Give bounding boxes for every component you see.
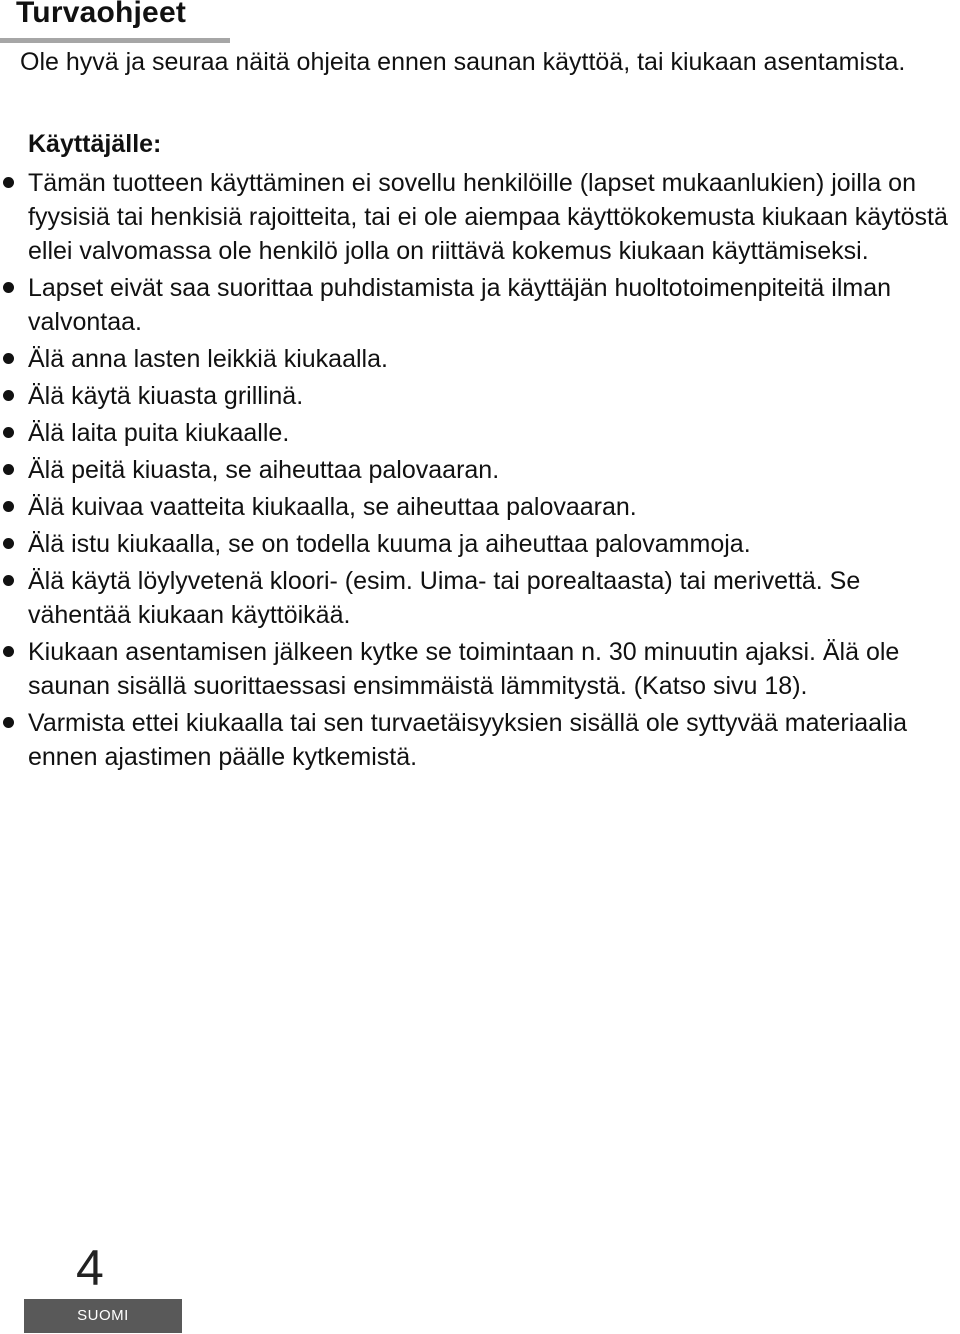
intro-text: Ole hyvä ja seuraa näitä ohjeita ennen saunan käyttöä, tai kiukaan asentamista. (20, 48, 906, 76)
list-item-text: Älä käytä löylyvetenä kloori- (esim. Uima- tai porealtaasta) tai merivettä. Se vähentää kiukaan käyttöikää. (28, 567, 861, 629)
list-item (0, 166, 955, 268)
bullet-icon (3, 646, 14, 657)
list-item-text: Älä istu kiukaalla, se on todella kuuma ja aiheuttaa palovammoja. (28, 530, 751, 558)
list-item (0, 527, 955, 561)
list-item-text: Älä laita puita kiukaalle. (28, 419, 290, 447)
bullet-icon (3, 538, 14, 549)
bullet-icon (3, 427, 14, 438)
list-item (0, 453, 955, 487)
list-item (0, 635, 955, 703)
list-item (0, 706, 955, 774)
bullet-icon (3, 177, 14, 188)
list-item-text: Älä peitä kiuasta, se aiheuttaa palovaaran. (28, 456, 500, 484)
safety-instructions-list (0, 166, 955, 777)
list-item-text: Älä kuivaa vaatteita kiukaalla, se aiheuttaa palovaaran. (28, 493, 637, 521)
list-item (0, 490, 955, 524)
language-tab: SUOMI (24, 1299, 182, 1333)
list-item (0, 379, 955, 413)
section-heading-users: Käyttäjälle: (28, 130, 162, 158)
list-item-text: Älä käytä kiuasta grillinä. (28, 382, 304, 410)
page-title: Turvaohjeet (16, 0, 187, 29)
bullet-icon (3, 501, 14, 512)
bullet-icon (3, 464, 14, 475)
list-item-text: Lapset eivät saa suorittaa puhdistamista ja käyttäjän huoltotoimenpiteitä ilman valvontaa. (28, 274, 892, 336)
bullet-icon (3, 390, 14, 401)
list-item (0, 564, 955, 632)
list-item-text: Kiukaan asentamisen jälkeen kytke se toimintaan n. 30 minuutin ajaksi. Älä ole saunan sisällä suorittaessasi ensimmäistä lämmitystä. (Katso sivu 18). (28, 638, 900, 700)
title-underline (0, 38, 230, 43)
list-item (0, 271, 955, 339)
bullet-icon (3, 282, 14, 293)
bullet-icon (3, 353, 14, 364)
page-number: 4 (76, 1240, 104, 1296)
list-item (0, 416, 955, 450)
list-item-text: Älä anna lasten leikkiä kiukaalla. (28, 345, 388, 373)
bullet-icon (3, 717, 14, 728)
list-item (0, 342, 955, 376)
list-item-text: Varmista ettei kiukaalla tai sen turvaetäisyyksien sisällä ole syttyvää materiaalia ennen ajastimen päälle kytkemistä. (28, 709, 908, 771)
list-item-text: Tämän tuotteen käyttäminen ei sovellu henkilöille (lapset mukaanlukien) joilla on fyysisiä tai henkisiä rajoitteita, tai ei ole aiempaa käyttökokemusta kiukaan käytöstä ellei valvomassa ole henkilö jolla on riittävä kokemus kiukaan käyttämiseksi. (28, 169, 948, 265)
bullet-icon (3, 575, 14, 586)
